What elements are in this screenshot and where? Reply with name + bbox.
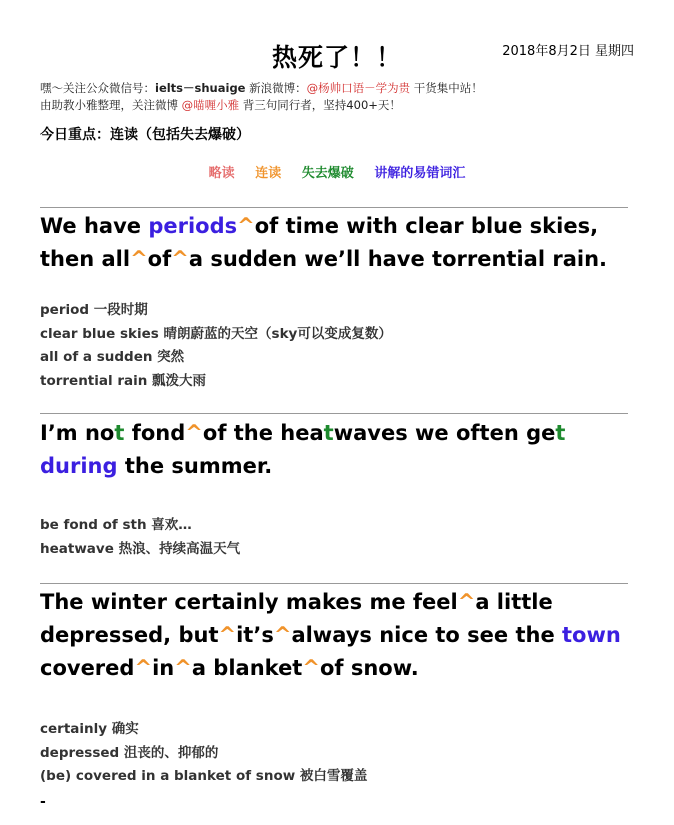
- divider: [40, 413, 628, 414]
- linking-mark: ^: [134, 656, 153, 680]
- linking-mark: ^: [302, 656, 320, 680]
- linking-mark: ^: [130, 247, 148, 271]
- info-text: 嘿～关注公众微信号：: [40, 81, 155, 95]
- sentence-text: of time with clear blue skies, then all: [40, 214, 599, 271]
- focus-heading: 今日重点：连读（包括失去爆破）: [40, 127, 250, 143]
- legend-lost-plosion: 失去爆破: [301, 166, 354, 181]
- sentence-1: [40, 210, 640, 276]
- note-item: (be) covered in a blanket of snow 被白雪覆盖: [40, 768, 368, 784]
- sentence-text: it’s: [236, 623, 274, 647]
- linking-mark: ^: [218, 623, 237, 647]
- legend-skim: 略读: [208, 166, 235, 181]
- date-label: 2018年8月2日 星期四: [502, 44, 634, 59]
- lost-plosion-letter: t: [323, 421, 334, 445]
- note-item: depressed 沮丧的、抑郁的: [40, 744, 219, 761]
- linking-mark: ^: [273, 623, 292, 647]
- sentence-3: [40, 586, 640, 685]
- sentence-text: fond: [124, 421, 186, 445]
- weibo-handle[interactable]: @杨帅口语－学为贵: [306, 81, 411, 95]
- sentence-text: a sudden we’ll have torrential rain.: [188, 247, 607, 271]
- legend-linking: 连读: [255, 166, 282, 181]
- sentence-text: the summer.: [117, 454, 273, 478]
- note-item: heatwave 热浪、持续高温天气: [40, 540, 241, 557]
- sentence-text: of the hea: [202, 421, 324, 445]
- vocab-word: periods: [148, 214, 238, 238]
- note-item: torrential rain 瓢泼大雨: [40, 372, 207, 389]
- notes-1: [40, 299, 392, 393]
- linking-mark: ^: [174, 656, 192, 680]
- notes-3: [40, 718, 367, 789]
- note-item: be fond of sth 喜欢…: [40, 517, 192, 533]
- linking-mark: ^: [171, 247, 189, 271]
- trailing-dash: -: [40, 794, 46, 810]
- sentence-text: covered: [40, 656, 135, 680]
- note-item: certainly 确实: [40, 721, 139, 737]
- sentence-text: I’m no: [40, 421, 115, 445]
- linking-mark: ^: [185, 421, 203, 445]
- sentence-text: of: [147, 247, 172, 271]
- sentence-text: in: [152, 656, 175, 680]
- info-text: 新浪微博：: [245, 81, 307, 95]
- notes-2: [40, 514, 240, 561]
- info-text: 干货集中站！: [410, 81, 483, 95]
- sentence-text: We have: [40, 214, 149, 238]
- page-title: 热死了！！: [271, 43, 402, 72]
- sentence-text: a blanket: [191, 656, 303, 680]
- note-item: period 一段时期: [40, 302, 148, 318]
- sentence-2: [40, 417, 640, 483]
- vocab-word: town: [562, 623, 621, 647]
- info-text: 背三句同行者，坚持400+天！: [239, 98, 401, 112]
- linking-mark: ^: [237, 214, 255, 238]
- wechat-id: ielts－shuaige: [155, 81, 246, 95]
- lost-plosion-letter: t: [555, 421, 566, 445]
- sentence-text: a little depressed, but: [40, 590, 553, 647]
- note-item: clear blue skies 晴朗蔚蓝的天空（sky可以变成复数）: [40, 325, 392, 342]
- sentence-text: The winter certainly makes me feel: [40, 590, 458, 614]
- vocab-word: during: [40, 454, 118, 478]
- info-line-2: [40, 97, 401, 113]
- divider: [40, 207, 628, 208]
- note-item: all of a sudden 突然: [40, 349, 185, 365]
- color-legend: [0, 162, 674, 181]
- sentence-text: always nice to see the: [291, 623, 562, 647]
- sentence-text: waves we often ge: [333, 421, 556, 445]
- sentence-text: of snow.: [319, 656, 419, 680]
- divider: [40, 583, 628, 584]
- info-line-1: [40, 80, 483, 96]
- info-text: 由助教小雅整理，关注微博: [40, 98, 182, 112]
- legend-vocab: 讲解的易错词汇: [374, 166, 466, 181]
- linking-mark: ^: [457, 590, 476, 614]
- weibo-handle[interactable]: @喵喱小雅: [181, 98, 240, 112]
- lost-plosion-letter: t: [114, 421, 125, 445]
